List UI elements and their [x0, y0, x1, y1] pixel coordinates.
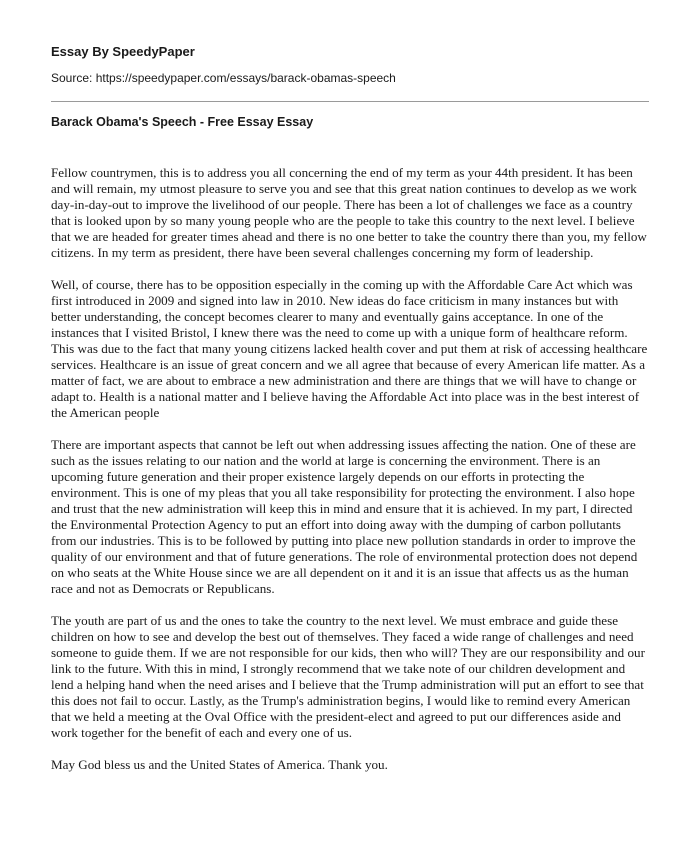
essay-paragraph: Fellow countrymen, this is to address you all concerning the end of my term as your 44th president. It has been and will remain, my utmost pleasure to serve you and see that this great nation continues to develop as we work day-in-day-out to improve the livelihood of our people. There has been a lot of challenges we face as a country that is looked upon by so many young people who are the people to take this country to the next level. I believe that we are headed for greater times ahead and there is no one better to take the country there than you, my fellow citizens. In my term as president, there have been several challenges concerning my form of leadership. — [51, 165, 647, 260]
header-divider — [51, 101, 649, 102]
essay-body — [51, 165, 649, 773]
essay-title: Barack Obama's Speech - Free Essay Essay — [51, 115, 314, 129]
essay-paragraph: There are important aspects that cannot be left out when addressing issues affecting the nation. One of these are such as the issues relating to our nation and the world at large is concerning the environment. There is an upcoming future generation and their proper existence largely depends on our efforts in protecting the environment. This is one of my pleas that you all take responsibility for protecting the environment. I also hope and trust that the new administration will keep this in mind and ensure that it is achieved. In my part, I directed the Environmental Protection Agency to put an effort into doing away with the dumping of carbon pollutants from our industries. This is to be followed by putting into place new pollution standards in order to improve the quality of our environment and that of future generations. The role of environmental protection does not depend on who seats at the White House since we are all dependent on it and it is an issue that affects us as the human race and not as Democrats or Republicans. — [51, 437, 638, 596]
essay-paragraph: May God bless us and the United States of America. Thank you. — [51, 757, 388, 772]
essay-paragraph: Well, of course, there has to be opposition especially in the coming up with the Affordable Care Act which was first introduced in 2009 and signed into law in 2010. New ideas do face criticism in many instances but with better understanding, the concept becomes clearer to many and eventually gains acceptance. In one of the instances that I visited Bristol, I knew there was the need to come up with a unique form of healthcare reform. This was due to the fact that many young citizens lacked health cover and put them at risk of accessing healthcare services. Healthcare is an issue of great concern and we all agree that because of every American life matter. As a matter of fact, we are about to embrace a new administration and there are things that we will have to change or adapt to. Health is a national matter and I believe having the Affordable Act into place was in the best interest of the American people — [51, 277, 648, 420]
source-line: Source: https://speedypaper.com/essays/barack-obamas-speech — [51, 71, 396, 85]
document-header-title: Essay By SpeedyPaper — [51, 44, 195, 59]
essay-paragraph: The youth are part of us and the ones to take the country to the next level. We must embrace and guide these children on how to see and develop the best out of themselves. They faced a wide range of challenges and need someone to guide them. If we are not responsible for our kids, then who will? They are our responsibility and our link to the future. With this in mind, I strongly recommend that we take note of our children development and lend a helping hand when the need arises and I believe that the Trump administration will put an effort to see that this does not fail to occur. Lastly, as the Trump's administration begins, I would like to remind every American that we held a meeting at the Oval Office with the president-elect and agreed to put our differences aside and work together for the benefit of each and every one of us. — [51, 613, 645, 740]
